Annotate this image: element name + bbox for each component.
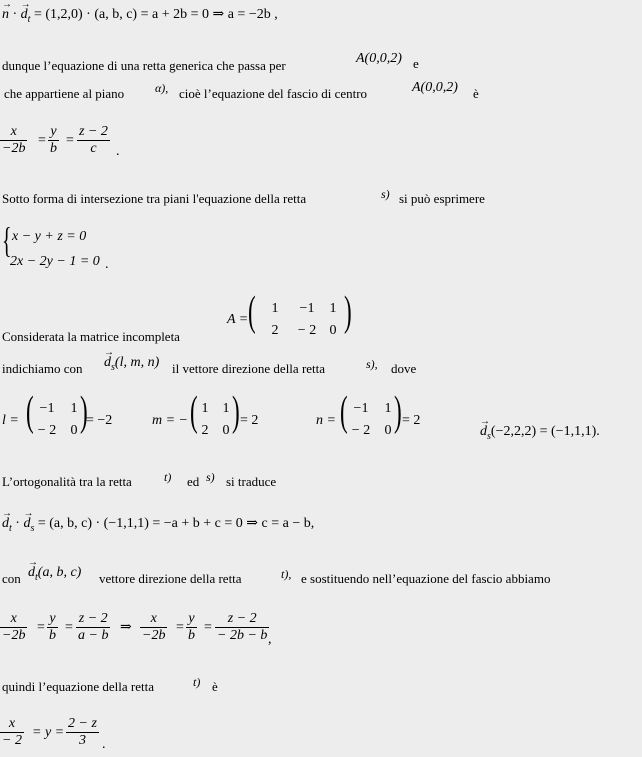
matrix-m: 1 1 2 0 <box>201 401 230 438</box>
line-s: s), <box>366 357 378 371</box>
implies-arrow: ⇒ <box>120 620 132 635</box>
paren-left: ( <box>190 389 198 435</box>
text-line: Considerata la matrice incompleta <box>2 329 180 344</box>
fraction: $\frac{z - 2}{a - b}$ <box>78 611 109 643</box>
text-line: e sostituendo nell’equazione del fascio abbiamo <box>301 571 551 586</box>
text-line: indichiamo con <box>2 361 83 376</box>
paren-left: ( <box>26 389 34 435</box>
point-A: A(0,0,2) <box>412 80 458 95</box>
vector-ds-result: → $d_s(-2,2,2) = (-1,1,1)$. <box>480 424 600 445</box>
plane-alpha: α), <box>155 81 169 95</box>
text-line: Sotto forma di intersezione tra piani l'equazione della retta <box>2 191 307 206</box>
matrix-label-A: A = <box>227 312 249 327</box>
system-row-1: x − y + z = 0 <box>12 229 87 244</box>
paren-left: ( <box>248 289 256 335</box>
n-result: = 2 <box>402 413 421 428</box>
paren-left: ( <box>340 389 348 435</box>
fraction: $\frac{z - 2}{- 2b - b}$ <box>217 611 268 643</box>
text-line: si può esprimere <box>399 191 485 206</box>
line-t: t), <box>281 567 292 581</box>
fraction: $\frac{x}{-2b}$ <box>142 611 166 643</box>
equation-orthogonality: → $d_t$ · → $d_s = (a$, b, c) · (−1,1,1) = −a + b + c = 0 ⇒ c = a − b, <box>2 516 314 537</box>
text-line: è <box>212 679 218 694</box>
l-label: l = <box>2 413 19 428</box>
paren-right: ) <box>232 389 240 435</box>
fraction: $\frac{2 - z}{3}$ <box>68 716 97 748</box>
line-t: t) <box>164 470 172 484</box>
fraction: $\frac{x}{-2b}$ <box>2 124 26 156</box>
equals: = <box>204 620 212 635</box>
line-s: s) <box>206 470 215 484</box>
vector-ds: → $d_s(l$, m, n) <box>104 355 159 376</box>
text-line: dove <box>391 361 417 376</box>
brace: { <box>2 220 12 260</box>
point-A: A(0,0,2) <box>356 51 402 66</box>
line-s: s) <box>381 187 390 201</box>
period: . <box>116 144 120 159</box>
text-line: si traduce <box>226 474 277 489</box>
text-line: ed <box>187 474 200 489</box>
l-result: = −2 <box>86 413 113 428</box>
vector-dt: → $d_t(a$, b, c) <box>28 565 81 586</box>
m-result: = 2 <box>240 413 259 428</box>
equation-normal-dot: → n · → $d_t = (1,2,0) \cdot (a$, b, c) = a + 2b = 0 ⇒ a = −2b , <box>2 7 278 28</box>
text-line: che appartiene al piano <box>4 86 125 101</box>
vector-n: → n <box>2 7 9 23</box>
fraction: $\frac{y}{b}$ <box>49 611 56 643</box>
text-line: vettore direzione della retta <box>99 571 242 586</box>
text-line: con <box>2 571 21 586</box>
text-line: cioè l’equazione del fascio di centro <box>179 86 368 101</box>
matrix-A: 1 −1 1 2 − 2 0 <box>271 301 337 338</box>
m-label: m = − <box>152 413 189 428</box>
text-line: quindi l’equazione della retta <box>2 679 154 694</box>
period: . <box>102 737 106 752</box>
fraction: $\frac{z - 2}{c}$ <box>79 124 108 156</box>
matrix-n: −1 1 − 2 0 <box>351 401 392 438</box>
fraction: $\frac{y}{b}$ <box>188 611 195 643</box>
n-label: n = <box>316 413 336 428</box>
equals: = <box>66 133 74 148</box>
paren-right: ) <box>394 389 402 435</box>
period: . <box>105 257 109 272</box>
equals: = <box>37 620 45 635</box>
paren-right: ) <box>344 289 352 335</box>
text-e: e <box>413 56 419 71</box>
text-line: dunque l’equazione di una retta generica che passa per <box>2 58 286 73</box>
fraction: $\frac{x}{- 2}$ <box>2 716 22 748</box>
equals: = <box>38 133 46 148</box>
text-e-accent: è <box>473 86 479 101</box>
line-t: t) <box>193 675 201 689</box>
equals-y: = y = <box>32 725 65 740</box>
vector-d: → d <box>21 7 28 23</box>
system-row-2: 2x − 2y − 1 = 0 <box>10 254 100 269</box>
equals: = <box>65 620 73 635</box>
equals: = <box>176 620 184 635</box>
fraction: $\frac{y}{b}$ <box>50 124 57 156</box>
comma: , <box>268 632 272 647</box>
text-line: L’ortogonalità tra la retta <box>2 474 132 489</box>
paren-right: ) <box>80 389 88 435</box>
text-line: il vettore direzione della retta <box>172 361 326 376</box>
fraction: $\frac{x}{-2b}$ <box>2 611 26 643</box>
matrix-l: −1 1 − 2 0 <box>37 401 78 438</box>
